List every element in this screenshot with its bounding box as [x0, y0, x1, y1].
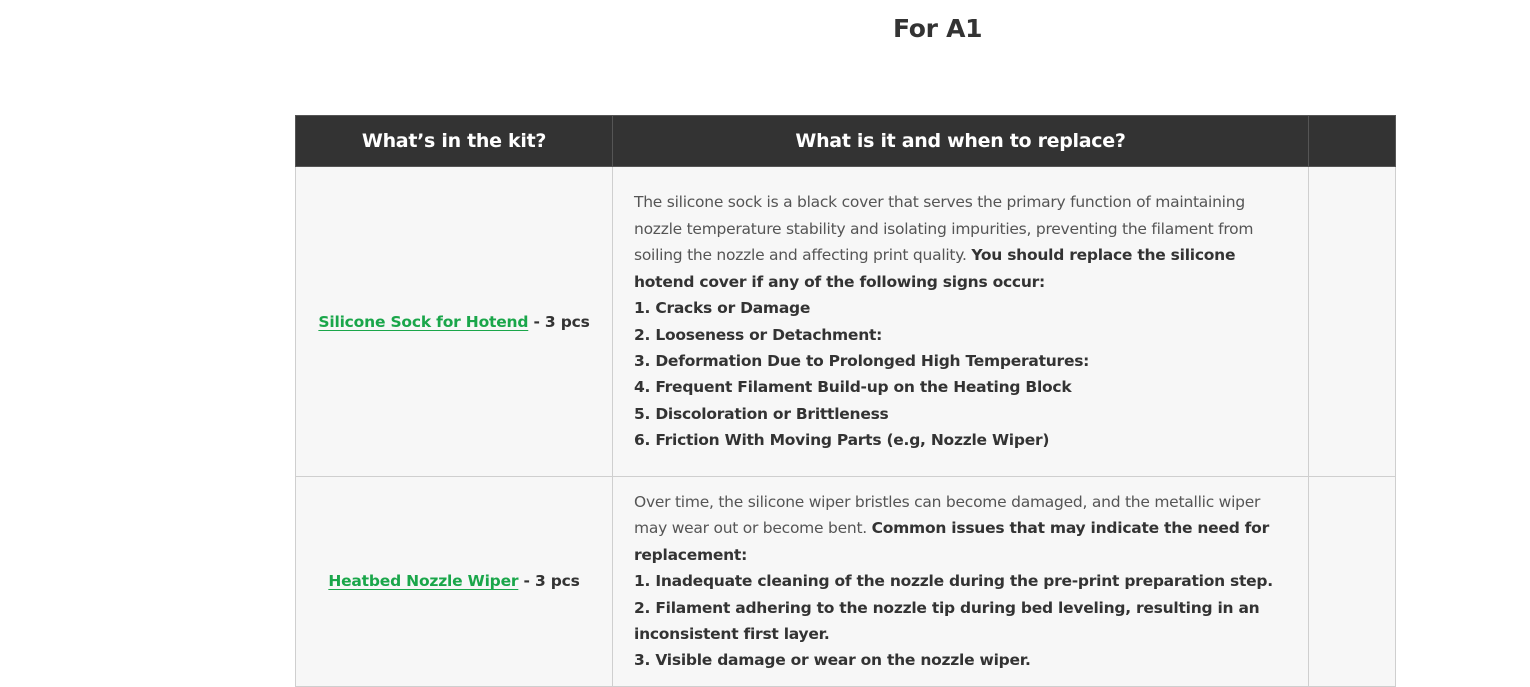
item-quantity: - 3 pcs	[528, 312, 590, 331]
header-extra	[1309, 116, 1396, 167]
description-intro: Over time, the silicone wiper bristles can become damaged, and the metallic wiper may wear out or become bent.	[634, 493, 1261, 538]
nozzle-wiper-link[interactable]: Heatbed Nozzle Wiper	[328, 572, 519, 591]
extra-cell	[1309, 167, 1396, 477]
header-description: What is it and when to replace?	[613, 116, 1309, 167]
list-item: 4. Frequent Filament Build-up on the Heating Block	[634, 378, 1072, 397]
description-intro-bold: Common issues that may indicate the need for replacement:	[634, 519, 1269, 564]
kit-cell	[296, 477, 613, 687]
silicone-sock-link[interactable]: Silicone Sock for Hotend	[318, 312, 529, 331]
list-item: 2. Looseness or Detachment:	[634, 325, 883, 344]
list-item: 2. Filament adhering to the nozzle tip during bed leveling, resulting in an inconsistent first layer.	[634, 598, 1260, 644]
table-row	[296, 477, 1396, 687]
kit-table	[295, 115, 1396, 687]
list-item: 5. Discoloration or Brittleness	[634, 404, 889, 423]
item-quantity: - 3 pcs	[518, 572, 580, 591]
kit-table-wrapper	[295, 115, 1335, 670]
description-cell	[613, 167, 1309, 477]
extra-cell	[1309, 477, 1396, 687]
list-item: 3. Visible damage or wear on the nozzle wiper.	[634, 651, 1031, 670]
table-header-row	[296, 116, 1396, 167]
table-row	[296, 167, 1396, 477]
list-item: 1. Cracks or Damage	[634, 299, 811, 318]
list-item: 3. Deformation Due to Prolonged High Temperatures:	[634, 351, 1090, 370]
header-kit: What’s in the kit?	[296, 116, 613, 167]
description-cell	[613, 477, 1309, 687]
kit-cell	[296, 167, 613, 477]
list-item: 1. Inadequate cleaning of the nozzle during the pre-print preparation step.	[634, 572, 1273, 591]
section-heading: For A1	[893, 14, 983, 43]
description-intro-bold: You should replace the silicone hotend cover if any of the following signs occur:	[634, 246, 1236, 291]
list-item: 6. Friction With Moving Parts (e.g, Nozzle Wiper)	[634, 431, 1050, 450]
description-intro: The silicone sock is a black cover that serves the primary function of maintaining nozzle temperature stability and isolating impurities, preventing the filament from soiling the nozzle and affecting print quality.	[634, 193, 1254, 265]
